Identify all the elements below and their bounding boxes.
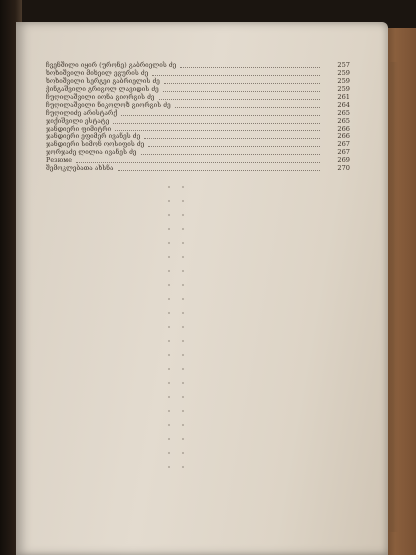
toc-entry [46,157,350,165]
toc-entry-page: 264 [337,100,350,109]
toc-leader-dots [180,66,320,68]
toc-entry [46,118,350,126]
toc-entry-title: Резюме [46,157,73,165]
toc-leader-dots [163,90,320,92]
toc-entry-title: ჩუღილაშვილი ნიკოლოზ გიორგის ძე [46,101,171,109]
toc-leader-dots [115,129,320,131]
toc-entry [46,86,350,94]
table-of-contents [46,62,350,173]
toc-entry-page: 259 [337,68,350,77]
show-through-dots [182,180,184,470]
toc-entry-page: 265 [337,116,350,125]
toc-entry-title: ხოხიშვილი სერგეი გაბრიელის ძე [46,77,160,85]
toc-entry-title: ჯორჯაძე ლილია ივანეს ძე [46,149,137,157]
toc-entry-title: ხოხიშვილი მიხეილ ეგურის ძე [46,69,149,77]
toc-entry-page: 269 [337,156,350,165]
toc-leader-dots [148,145,320,147]
toc-leader-dots [144,137,320,139]
toc-entry-title: ჭინგაშვილი გრიგოლ ლავიდის ძე [46,85,159,93]
toc-entry-page: 266 [337,124,350,133]
toc-leader-dots [121,114,320,116]
toc-entry-title: ჯანდიერი სიმონ ოოსიფის ძე [46,141,145,149]
toc-entry [46,165,350,173]
toc-entry-title: შემოკლებათა ახსნა [46,165,114,173]
toc-entry-title: ჩუღილაშვილი იონა გიორგის ძე [46,93,155,101]
toc-entry [46,110,350,118]
toc-entry-title: ჯანდიერი ფიმიტრი [46,125,112,133]
toc-entry-page: 259 [337,84,350,93]
toc-entry-page: 257 [337,61,350,69]
toc-entry-title: ჯანდიერი ეფიმერ ივანეს ძე [46,133,141,141]
toc-entry-page: 267 [337,148,350,157]
page-crease [388,62,398,532]
toc-leader-dots [141,153,320,155]
toc-leader-dots [118,169,320,171]
toc-entry [46,78,350,86]
toc-entry [46,149,350,157]
toc-entry-page: 265 [337,108,350,117]
toc-entry-page: 270 [337,164,350,173]
toc-leader-dots [164,82,320,84]
toc-entry [46,102,350,110]
toc-entry-page: 266 [337,132,350,141]
toc-entry-title: ჯიქიშვილი ესტატე [46,117,110,125]
toc-entry [46,94,350,102]
toc-leader-dots [175,106,320,108]
toc-leader-dots [113,122,320,124]
toc-entry-page: 259 [337,76,350,85]
toc-entry-title: ჩვენშილი იყირ (ურონე) გაბრიელის ძე [46,62,177,69]
toc-entry [46,70,350,78]
toc-entry-title: ჩუღილიძე არისტარქ [46,109,118,117]
toc-leader-dots [159,98,320,100]
toc-leader-dots [76,161,320,163]
toc-entry-page: 261 [337,92,350,101]
toc-entry [46,62,350,70]
toc-leader-dots [152,74,320,76]
toc-entry-page: 267 [337,140,350,149]
show-through-dots [168,180,170,470]
